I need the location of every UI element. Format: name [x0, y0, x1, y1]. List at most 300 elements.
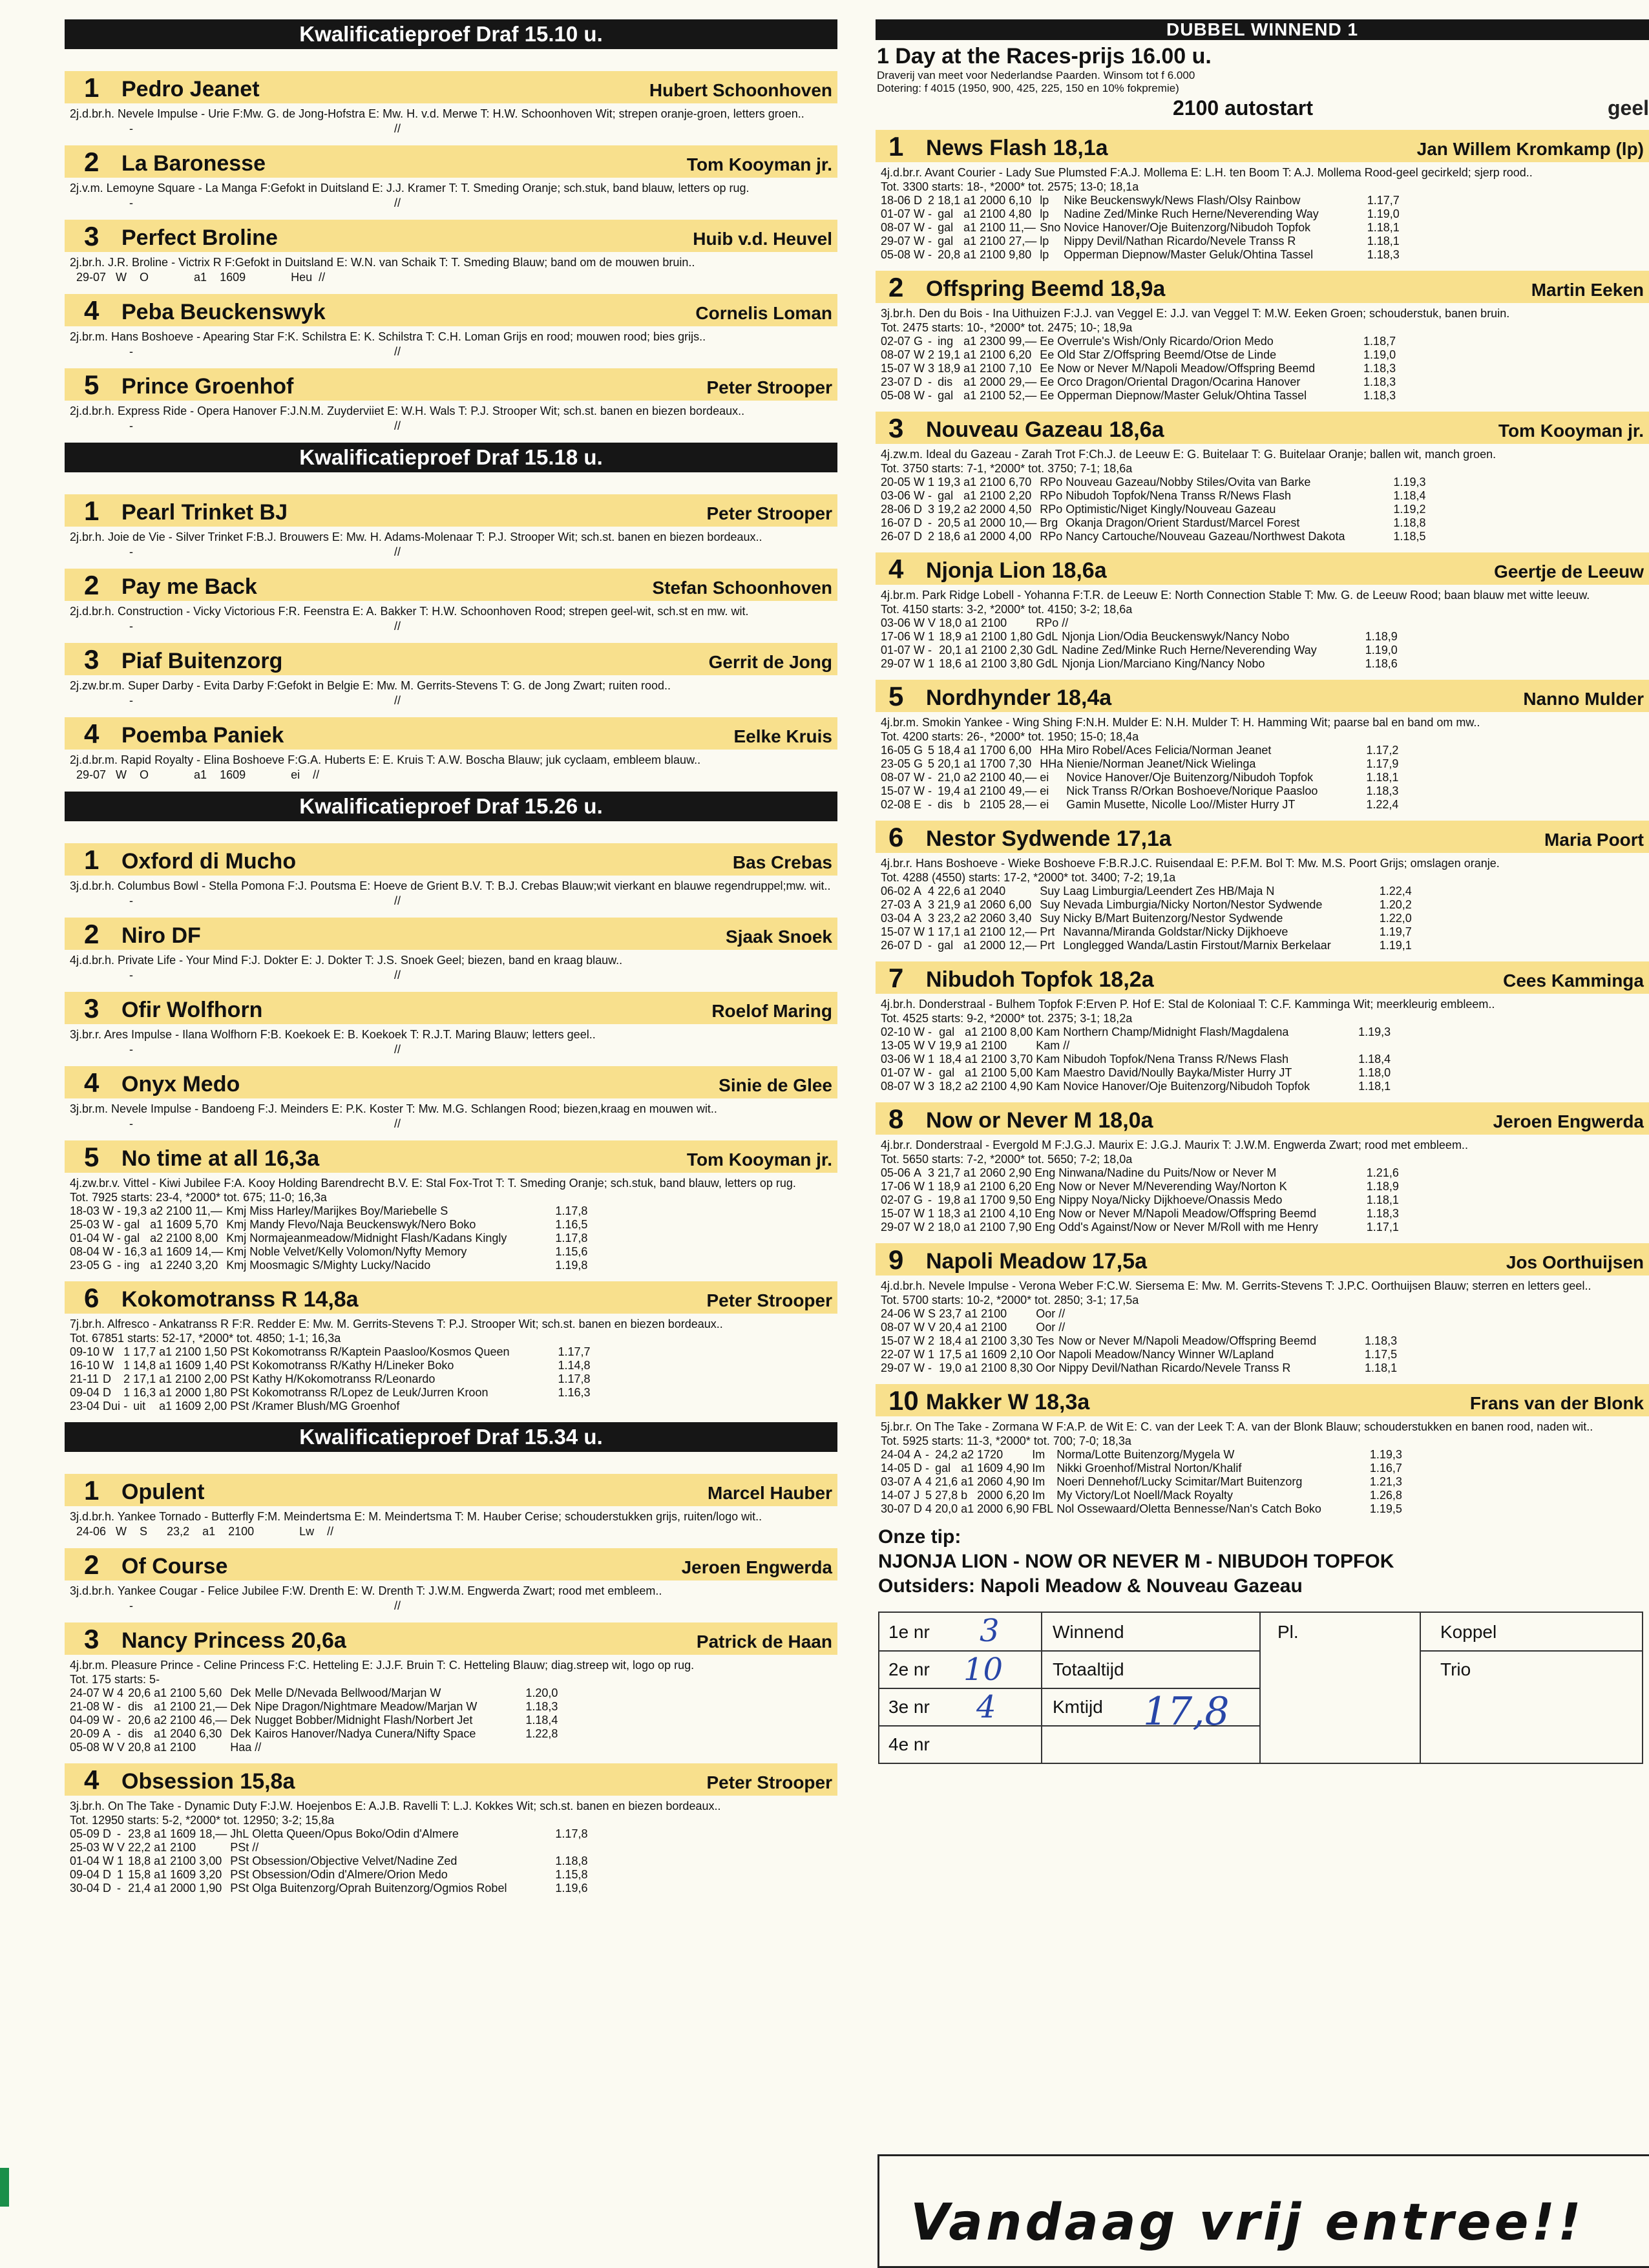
- race-cell: 20-05: [881, 476, 911, 488]
- race-row: [881, 1475, 1402, 1489]
- race-cell: Oor: [1036, 1321, 1056, 1334]
- race-cell: 23,2: [938, 912, 961, 925]
- race-cell: W: [914, 389, 925, 402]
- entry-header: [65, 1474, 837, 1506]
- race-cell: Tes: [1036, 1334, 1055, 1347]
- race-cell: 11,—: [195, 1204, 222, 1217]
- race-cell: Kmj: [226, 1218, 247, 1231]
- race-cell: 2,00: [204, 1372, 227, 1385]
- pedigree-text: 3j.br.h. Den du Bois - Ina Uithuizen F:J.J. van Veggel E: J.J. van Veggel T: M.W. Eeken Groen; schouderstuk, banen bruin.: [881, 307, 1510, 320]
- race-cell: A: [914, 885, 922, 898]
- race-cell: W: [103, 1714, 114, 1727]
- race-cell: 21,4: [128, 1882, 151, 1895]
- race-cell: 1700: [980, 757, 1006, 770]
- race-cell: -: [117, 1714, 121, 1727]
- race-cell: G: [103, 1259, 112, 1272]
- horse-entry: [65, 1548, 837, 1613]
- race-row: [881, 1025, 1391, 1039]
- entry-header: [65, 1281, 837, 1314]
- section-title: Kwalificatieproef Draf 15.26 u.: [65, 792, 837, 821]
- dash-mark: -: [129, 1599, 133, 1612]
- driver-name: Gerrit de Jong: [708, 652, 832, 672]
- race-cell: Nicky B/Mart Buitenzorg/Nestor Sydwende: [1063, 912, 1283, 925]
- race-cell: a1: [963, 530, 977, 543]
- race-cell: a1: [150, 1245, 163, 1258]
- race-cell: W: [103, 1841, 114, 1854]
- race-cell: Ee: [1040, 389, 1055, 402]
- slash-mark: //: [394, 545, 401, 558]
- totals-line: Tot. 5700 starts: 10-2, *2000* tot. 2850; 3-1; 17,5a: [881, 1294, 1139, 1307]
- race-cell: A: [914, 1166, 922, 1179]
- race-cell: 1609: [175, 1400, 202, 1412]
- race-cell: Oletta Queen/Opus Boko/Odin d'Almere: [252, 1827, 459, 1840]
- race-cell: S: [928, 1307, 936, 1320]
- race-cell: 2100: [981, 1039, 1007, 1052]
- race-cell: [199, 1841, 230, 1854]
- race-cell: 2: [123, 1372, 131, 1385]
- race-cell: 20,8: [128, 1741, 151, 1754]
- race-cell: Longlegged Wanda/Lastin Firstout/Marnix Berkelaar: [1063, 939, 1331, 952]
- race-cell: D: [103, 1386, 112, 1399]
- driver-name: Roelof Maring: [711, 1001, 832, 1021]
- race-cell: Brg: [1040, 516, 1058, 529]
- race-cell: a1: [963, 375, 977, 388]
- race-row: [70, 1386, 590, 1400]
- last-race-line: [65, 269, 837, 285]
- driver-name: Jeroen Engwerda: [1493, 1111, 1644, 1131]
- race-cell: 1.22,0: [1379, 912, 1412, 925]
- entry-header: [876, 1384, 1649, 1416]
- race-history: [881, 744, 1398, 812]
- race-cell: Dek: [230, 1727, 251, 1740]
- race-cell: lp: [1040, 207, 1049, 220]
- race-cell: 05-08: [881, 389, 911, 402]
- driver-name: Sinie de Glee: [719, 1075, 832, 1095]
- race-cell: 20,6: [128, 1686, 151, 1699]
- entry-header: [65, 1066, 837, 1098]
- entry-header: [65, 1140, 837, 1173]
- race-cell: 5,60: [199, 1686, 222, 1699]
- race-cell: Obsession/Odin d'Almere/Orion Medo: [252, 1868, 448, 1881]
- race-row: [881, 503, 1425, 516]
- slash-mark: //: [394, 1599, 401, 1612]
- pedigree-text: 3j.d.br.h. Yankee Tornado - Butterfly F:M. Meindertsma E: M. Meindertsma T: M. Hauber Cerise; schouderstukken grijs, ruiten/logo wit..: [70, 1510, 762, 1523]
- pedigree-text: 2j.zw.br.m. Super Darby - Evita Darby F:Gefokt in Belgie E: Mw. M. Gerrits-Stevens T: G. de Jong Zwart; ruiten rood..: [70, 679, 671, 692]
- pedigree-text: 4j.d.br.h. Nevele Impulse - Verona Weber F:C.W. Siersema E: Mw. M. Gerrits-Stevens T: J.P.C. Oorthuijsen Blauw; sterren en letters geel..: [881, 1279, 1591, 1292]
- last-race-line: [65, 121, 837, 136]
- driver-name: Tom Kooyman jr.: [1498, 421, 1644, 441]
- section-title: Kwalificatieproef Draf 15.34 u.: [65, 1422, 837, 1452]
- last-race-line: [65, 418, 837, 434]
- race-cell: PSt: [230, 1372, 249, 1385]
- race-cell: 24-06: [881, 1307, 911, 1320]
- race-row: [881, 207, 1400, 221]
- pedigree-text: 4j.br.r. Hans Boshoeve - Wieke Boshoeve F:B.R.J.C. Ruisendaal E: P.F.M. Bol T: Mw. M.S. Poort Grijs; omslagen oranje.: [881, 857, 1500, 870]
- slash-mark: //: [394, 1043, 401, 1056]
- race-cell: Nibudoh Topfok/Nena Transs R/News Flash: [1066, 489, 1292, 502]
- race-cell: 18,0: [938, 1221, 961, 1234]
- race-cell: Eng: [1035, 1180, 1056, 1193]
- race-cell: 1.16,3: [558, 1386, 591, 1399]
- race-cell: 1.17,2: [1366, 744, 1399, 757]
- race-cell: 2,90: [1009, 1166, 1032, 1179]
- race-cell: 2100: [981, 1321, 1007, 1334]
- race-cell: 30-04: [70, 1882, 100, 1895]
- race-cell: -: [928, 489, 932, 502]
- race-cell: Melle D/Nevada Bellwood/Marjan W: [255, 1686, 441, 1699]
- driver-name: Geertje de Leeuw: [1494, 562, 1644, 582]
- race-cell: 2000: [977, 1489, 1003, 1502]
- race-cell: dis: [128, 1727, 143, 1740]
- race-cell: 16,3: [133, 1386, 156, 1399]
- race-cell: 26-07: [881, 939, 911, 952]
- race-cell: -: [928, 235, 932, 247]
- race-cell: Obsession/Objective Velvet/Nadine Zed: [252, 1854, 457, 1867]
- race-row: [881, 516, 1425, 530]
- race-cell: Ee: [1040, 335, 1055, 348]
- race-cell: -: [928, 248, 932, 261]
- race-cell: Njonja Lion/Marciano King/Nancy Nobo: [1062, 657, 1265, 670]
- race-cell: Normajeanmeadow/Midnight Flash/Kadans Kingly: [249, 1232, 507, 1244]
- race-cell: 2240: [166, 1259, 193, 1272]
- race-cell: 1.22,4: [1379, 885, 1412, 898]
- race-cell: 1: [928, 1207, 935, 1220]
- race-cell: 01-07: [881, 1066, 911, 1079]
- race-cell: 1.19,1: [1379, 939, 1412, 952]
- race-cell: W: [103, 1854, 114, 1867]
- race-row: [881, 630, 1398, 644]
- race-cell: Nippy Devil/Nathan Ricardo/Nevele Transs R: [1064, 235, 1296, 247]
- race-cell: 14,8: [133, 1359, 156, 1372]
- race-cell: W: [914, 771, 925, 784]
- race-row: [881, 1361, 1397, 1375]
- totals-line: Tot. 4525 starts: 9-2, *2000* tot. 2375; 3-1; 18,2a: [881, 1012, 1133, 1025]
- race-cell: -: [117, 1727, 121, 1740]
- race-cell: -: [928, 389, 932, 402]
- race-cell: a1: [154, 1727, 167, 1740]
- race-cell: 20,5: [938, 516, 961, 529]
- race-cell: W: [103, 1700, 114, 1713]
- horse-name: Pedro Jeanet: [121, 77, 260, 101]
- horse-entry: [65, 569, 837, 634]
- horse-entry: [65, 71, 837, 136]
- race-cell: W: [103, 1741, 114, 1754]
- race-cell: 1.18,3: [525, 1700, 558, 1713]
- entry-header: [876, 130, 1649, 162]
- race-cell: 21-11: [70, 1372, 99, 1385]
- race-cell: a1: [965, 1334, 978, 1347]
- race-row: [881, 248, 1400, 262]
- start-number: 1: [84, 496, 100, 526]
- race-cell: -: [928, 771, 932, 784]
- entry-header: [65, 992, 837, 1024]
- driver-name: Peter Strooper: [706, 503, 832, 523]
- race-row: [881, 771, 1398, 784]
- race-cell: 03-07: [881, 1475, 911, 1488]
- race-cell: Oor: [1036, 1348, 1056, 1361]
- race-cell: Kam: [1036, 1080, 1060, 1093]
- race-cell: ing: [124, 1259, 140, 1272]
- start-number: 1: [84, 845, 100, 875]
- handwritten-kmtijd: 17,8: [1143, 1689, 1230, 1734]
- race-cell: 03-04: [881, 912, 911, 925]
- start-number: 7: [888, 963, 904, 993]
- race-cell: 25-03: [70, 1218, 100, 1231]
- slash-mark: //: [394, 122, 401, 135]
- race-cell: 1.19,2: [1393, 503, 1426, 516]
- race-cell: 15-07: [881, 925, 911, 938]
- race-cell: 3,20: [199, 1868, 222, 1881]
- race-cell: 18,4: [939, 1334, 962, 1347]
- race-cell: 1.18,0: [1358, 1066, 1391, 1079]
- race-cell: ei: [1040, 771, 1049, 784]
- race-cell: 2100: [980, 235, 1006, 247]
- race-cell: a1: [963, 885, 977, 898]
- race-cell: 1.18,4: [1358, 1053, 1391, 1066]
- race-cell: Kairos Hanover/Nadya Cunera/Nifty Space: [255, 1727, 476, 1740]
- race-cell: W: [914, 1207, 925, 1220]
- dash-mark: -: [129, 694, 133, 707]
- start-number: 2: [888, 272, 904, 302]
- race-cell: 18-03: [70, 1204, 100, 1217]
- race-cell: -: [117, 1232, 121, 1244]
- race-cell: 14,—: [195, 1245, 224, 1258]
- race-cell: 1.18,1: [1365, 1361, 1398, 1374]
- race-cell: 1.14,8: [558, 1359, 591, 1372]
- race-cell: Kmj: [226, 1204, 247, 1217]
- driver-name: Eelke Kruis: [733, 726, 832, 746]
- race-cell: 1.19,8: [555, 1259, 588, 1272]
- race-cell: 17,5: [939, 1348, 962, 1361]
- last-race-line: [65, 544, 837, 560]
- race-row: [881, 898, 1412, 912]
- race-cell: Nibudoh Topfok/Nena Transs R/News Flash: [1063, 1053, 1289, 1066]
- last-race-line: [65, 767, 837, 782]
- race-cell: 2100: [170, 1854, 196, 1867]
- race-row: [881, 375, 1396, 389]
- race-cell: 2000: [980, 939, 1006, 952]
- race-cell: a2: [963, 503, 977, 516]
- race-cell: 23,8: [128, 1827, 151, 1840]
- race-row: [70, 1841, 587, 1854]
- race-cell: gal: [939, 1066, 955, 1079]
- race-cell: 52,—: [1009, 389, 1037, 402]
- horse-entry: [876, 1243, 1649, 1375]
- race-cell: Oor: [1036, 1361, 1056, 1374]
- race-cell: b: [961, 1489, 968, 1502]
- race-cell: 21,9: [938, 898, 961, 911]
- race-cell: -: [928, 375, 932, 388]
- race-cell: 30-07: [881, 1502, 911, 1515]
- race-cell: Ee: [1040, 348, 1055, 361]
- dash-mark: -: [129, 1043, 133, 1056]
- race-cell: a1: [963, 784, 977, 797]
- race-cell: 5: [928, 744, 935, 757]
- entry-header: [876, 680, 1649, 712]
- race-cell: RPo: [1040, 503, 1063, 516]
- race-row: [881, 784, 1398, 798]
- race-cell: gal: [938, 221, 954, 234]
- race-row: [881, 912, 1412, 925]
- race-history: [70, 1204, 587, 1272]
- race-history: [70, 1827, 587, 1895]
- race-cell: Novice Hanover/Oje Buitenzorg/Nibudoh Topfok: [1063, 1080, 1310, 1093]
- horse-name: Perfect Broline: [121, 226, 278, 250]
- race-cell: a2: [963, 771, 977, 784]
- race-cell: 1.18,3: [1367, 248, 1400, 261]
- pedigree-text: 3j.d.br.h. Yankee Cougar - Felice Jubilee F:W. Drenth E: W. Drenth T: J.W.M. Engwerda Zwart; rood met embleem..: [70, 1584, 662, 1597]
- race-cell: 01-07: [881, 644, 911, 656]
- race-cell: -: [117, 1827, 121, 1840]
- race-cell: 02-10: [881, 1025, 911, 1038]
- race-cell: My Victory/Lot Noell/Mack Royalty: [1056, 1489, 1234, 1502]
- race-cell: -: [928, 798, 932, 811]
- row-label-4: 4e nr: [888, 1734, 930, 1754]
- race-cell: 1.18,3: [1366, 784, 1399, 797]
- race-cell: 2100: [170, 1841, 196, 1854]
- race-cell: 16-05: [881, 744, 911, 757]
- race-cell: 19,3: [124, 1204, 147, 1217]
- race-cell: A: [914, 898, 922, 911]
- race-cell: Nippy Noya/Nicky Dijkhoeve/Onassis Medo: [1058, 1193, 1283, 1206]
- right-column: [876, 19, 1649, 1764]
- race-row: [70, 1204, 587, 1218]
- dash-mark: -: [129, 122, 133, 135]
- entry-header: [65, 1763, 837, 1796]
- race-cell: D: [914, 375, 923, 388]
- race-cell: a1: [154, 1686, 167, 1699]
- race-cell: 2: [928, 530, 935, 543]
- race-cell: 2100: [980, 389, 1006, 402]
- race-cell: Novice Hanover/Oje Buitenzorg/Nibudoh Topfok: [1066, 771, 1314, 784]
- race-cell: 2100: [981, 1334, 1007, 1347]
- race-cell: 1,90: [199, 1882, 222, 1895]
- race-cell: a1: [963, 207, 977, 220]
- race-cell: 17,1: [133, 1372, 156, 1385]
- race-cell: Sno: [1040, 221, 1061, 234]
- race-cell: 1.18,9: [1366, 1180, 1399, 1193]
- race-row: [881, 925, 1412, 939]
- horse-name: Obsession 15,8a: [121, 1769, 295, 1794]
- race-cell: 1.18,1: [1366, 771, 1399, 784]
- race-history: [70, 1686, 558, 1754]
- race-cell: W: [103, 1345, 114, 1358]
- dash-mark: -: [129, 894, 133, 907]
- race-cell: 3,20: [195, 1259, 218, 1272]
- pedigree-text: 2j.d.br.h. Express Ride - Opera Hanover F:J.N.M. Zuyderviiet E: W.H. Wals T: P.J. Strooper Wit; sch.st. banen en biezen bordeaux..: [70, 404, 745, 417]
- driver-name: Maria Poort: [1544, 830, 1644, 850]
- race-cell: 28-06: [881, 503, 911, 516]
- race-cell: 1,40: [204, 1359, 227, 1372]
- race-row: [881, 1307, 1397, 1321]
- race-cell: 14-05: [881, 1462, 911, 1475]
- row-label-1: 1e nr: [888, 1622, 930, 1642]
- race-cell: 3: [928, 503, 935, 516]
- race-cell: Nadine Zed/Minke Ruch Herne/Neverending Way: [1062, 644, 1317, 656]
- winnend-label: Winnend: [1053, 1622, 1124, 1642]
- start-number: 4: [888, 554, 904, 584]
- race-cell: 3,80: [1010, 657, 1033, 670]
- race-cell: JhL: [230, 1827, 249, 1840]
- race-cell: Oor: [1036, 1307, 1056, 1320]
- pedigree-text: 4j.br.m. Smokin Yankee - Wing Shing F:N.H. Mulder E: N.H. Mulder T: H. Hamming Wit; paarse bal en band om mw..: [881, 716, 1480, 729]
- race-cell: 1.19,7: [1379, 925, 1412, 938]
- race-cell: 2100: [981, 644, 1007, 656]
- race-row: [881, 939, 1412, 952]
- race-cell: 15-07: [881, 1207, 911, 1220]
- race-cell: 1.18,3: [1363, 362, 1396, 375]
- race-cell: //: [1063, 1039, 1070, 1052]
- handwritten-1: 3: [980, 1613, 1000, 1649]
- entry-header: [65, 843, 837, 876]
- race-cell: W: [103, 1204, 114, 1217]
- race-cell: 99,—: [1009, 335, 1037, 348]
- race-cell: GdL: [1036, 630, 1058, 643]
- race-cell: W: [914, 1321, 925, 1334]
- section-title: Kwalificatieproef Draf 15.10 u.: [65, 19, 837, 49]
- slash-mark: //: [394, 894, 401, 907]
- race-cell: ei: [1040, 798, 1049, 811]
- race-cell: 2100: [980, 221, 1006, 234]
- entry-header: [65, 71, 837, 103]
- race-cell: 1: [117, 1854, 124, 1867]
- race-cell: D: [103, 1882, 112, 1895]
- pedigree-text: 4j.br.m. Park Ridge Lobell - Yohanna F:T.R. de Leeuw E: North Connection Stable T: Mw. G. de Leeuw Rood; baan blauw met witte leeuw.: [881, 589, 1590, 602]
- race-row: [881, 1502, 1402, 1516]
- race-cell: W: [103, 1359, 114, 1372]
- race-cell: 21-08: [70, 1700, 100, 1713]
- race-cell: HHa: [1040, 757, 1064, 770]
- race-cell: Suy: [1040, 898, 1060, 911]
- page-edge-mark: [0, 2168, 9, 2207]
- race-cell: Dek: [230, 1714, 251, 1727]
- race-history: [881, 335, 1396, 403]
- race-cell: a1: [159, 1345, 173, 1358]
- race-cell: Eng: [1035, 1207, 1056, 1220]
- race-cell: 1.18,1: [1367, 235, 1400, 247]
- race-cell: 24,2: [935, 1448, 958, 1461]
- slash-mark: //: [394, 196, 401, 209]
- race-cell: 1609: [166, 1218, 193, 1231]
- race-cell: 20,4: [939, 1321, 962, 1334]
- race-cell: a1: [154, 1854, 167, 1867]
- start-number: 10: [888, 1385, 919, 1416]
- race-cell: a1: [963, 348, 977, 361]
- race-row: [70, 1727, 558, 1741]
- race-cell: 20-09: [70, 1727, 100, 1740]
- race-cell: Novice Hanover/Oje Buitenzorg/Nibudoh Topfok: [1064, 221, 1311, 234]
- race-cell: W: [914, 489, 925, 502]
- race-cell: Now or Never M/Napoli Meadow/Offspring Beemd: [1058, 1334, 1317, 1347]
- race-cell: PSt: [230, 1345, 249, 1358]
- race-cell: 05-08: [70, 1741, 100, 1754]
- race-cell: Kmj: [226, 1259, 247, 1272]
- race-row: [881, 221, 1400, 235]
- race-cell: 17-06: [881, 1180, 911, 1193]
- race-row: [70, 1372, 590, 1386]
- race-cell: 18,1: [938, 194, 961, 207]
- race-cell: 2100: [980, 476, 1006, 488]
- race-cell: D: [914, 939, 923, 952]
- race-cell: 4: [925, 1502, 932, 1515]
- race-cell: E: [914, 798, 922, 811]
- entry-header: [65, 220, 837, 252]
- race-dotering: Dotering: f 4015 (1950, 900, 425, 225, 150 en 10% fokpremie): [877, 82, 1179, 94]
- race-cell: W: [914, 235, 925, 247]
- race-cell: 2000: [170, 1882, 196, 1895]
- race-cell: 18,4: [939, 1053, 962, 1066]
- entry-header: [65, 494, 837, 527]
